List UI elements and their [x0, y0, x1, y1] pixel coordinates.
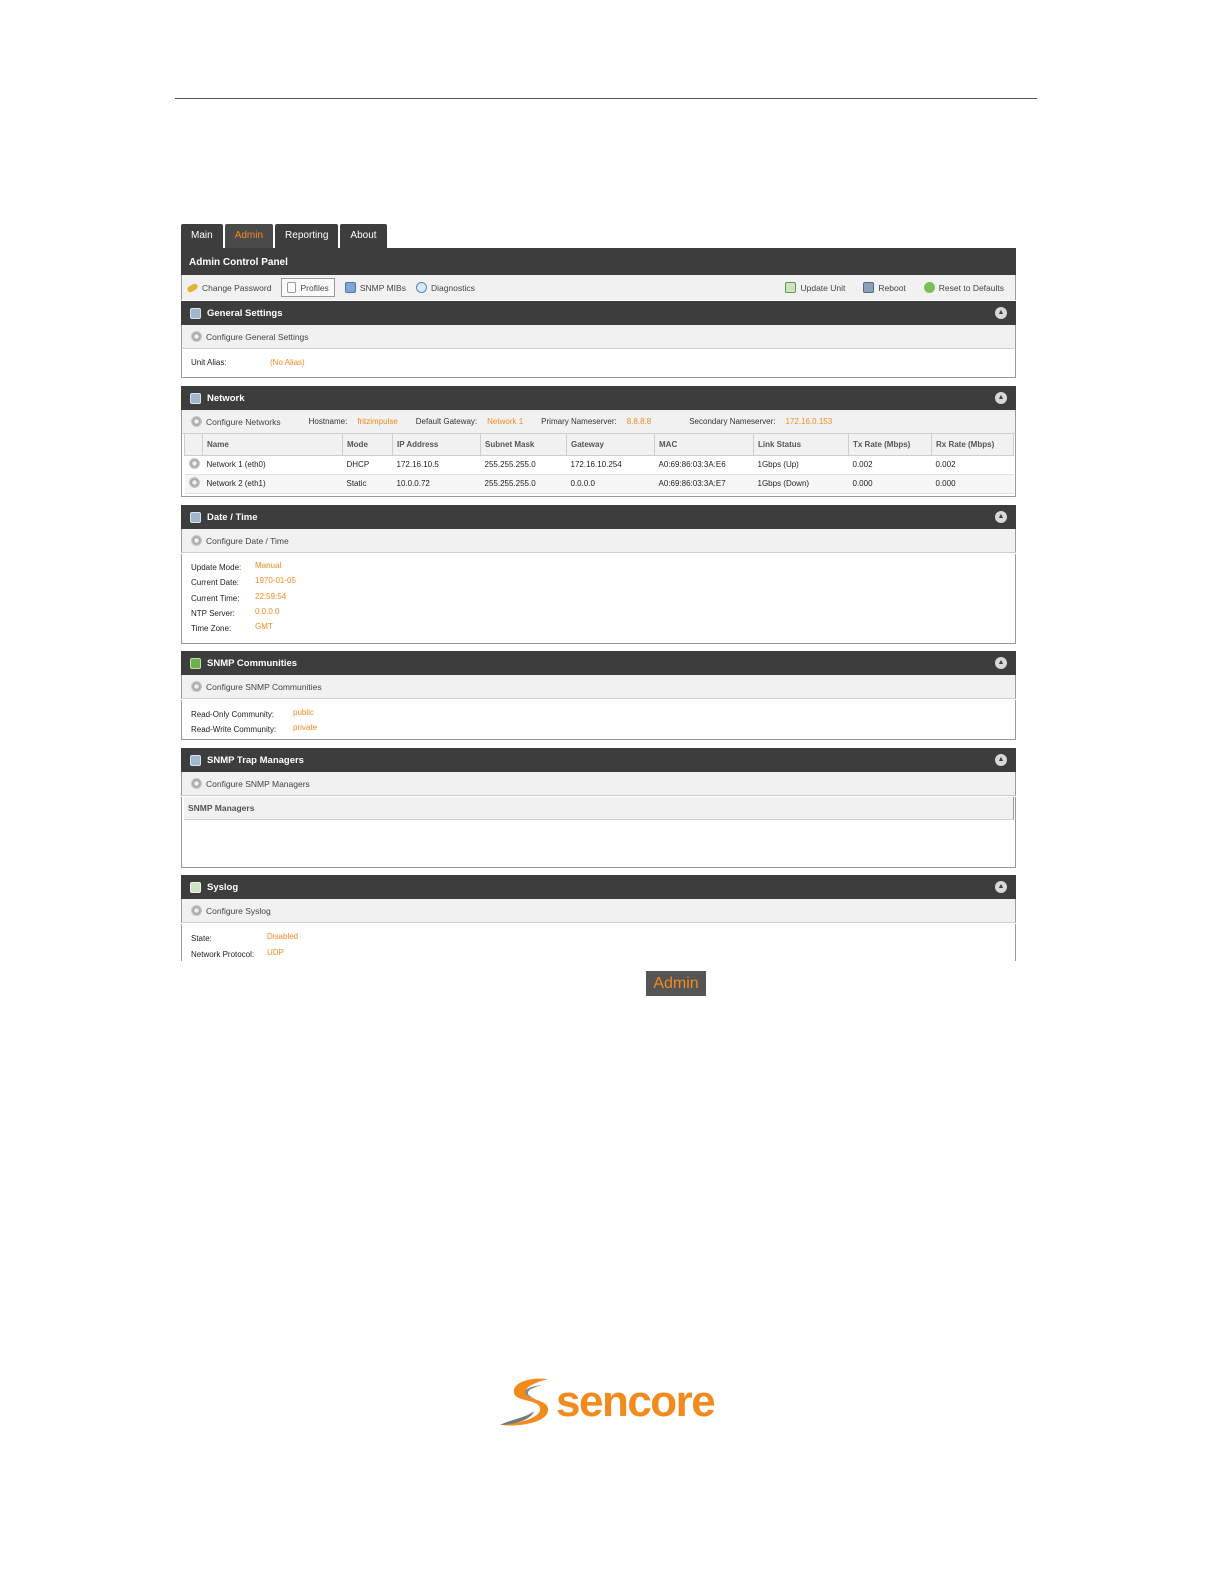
collapse-icon[interactable]: ▲ [995, 511, 1007, 523]
rx-rate-cell: 0.000 [932, 474, 1014, 493]
reset-defaults-label: Reset to Defaults [938, 282, 1004, 293]
collapse-icon[interactable]: ▲ [995, 307, 1007, 319]
configure-syslog-label: Configure Syslog [206, 905, 271, 916]
tab-admin[interactable]: Admin [225, 224, 273, 248]
settings-icon [190, 308, 201, 319]
configure-snmp-communities-label: Configure SNMP Communities [206, 681, 322, 692]
snmp-trap-managers-header[interactable] [181, 748, 1016, 772]
gateway-cell: 172.16.10.254 [567, 455, 655, 474]
syslog-icon [190, 882, 201, 893]
syslog-state-label: State: [191, 934, 212, 943]
update-icon [785, 282, 796, 293]
configure-general-button[interactable] [181, 325, 1016, 349]
network-name-cell: Network 2 (eth1) [203, 474, 343, 493]
date-time-header[interactable] [181, 505, 1016, 529]
column-header[interactable]: Rx Rate (Mbps) [932, 434, 1014, 455]
gear-icon [191, 416, 202, 427]
clock-icon [190, 512, 201, 523]
panel-title: Admin Control Panel [181, 251, 1016, 275]
snmp-communities-title: SNMP Communities [207, 657, 298, 669]
date-time-title: Date / Time [207, 511, 258, 523]
configure-syslog-button[interactable] [181, 899, 1016, 923]
ntp-server-label: NTP Server: [191, 609, 235, 618]
time-zone-value: GMT [255, 622, 273, 631]
network-table [184, 434, 1014, 494]
page-header-rule [175, 98, 1037, 99]
tx-rate-cell: 0.000 [849, 474, 932, 493]
admin-toolbar [181, 275, 1016, 300]
mode-cell: Static [343, 474, 393, 493]
column-header[interactable]: IP Address [393, 434, 481, 455]
current-time-label: Current Time: [191, 594, 240, 603]
network-header[interactable] [181, 386, 1016, 410]
column-header[interactable]: Mode [343, 434, 393, 455]
link-status-cell: 1Gbps (Up) [754, 455, 849, 474]
column-header[interactable]: Name [203, 434, 343, 455]
collapse-icon[interactable]: ▲ [995, 657, 1007, 669]
ip-cell: 10.0.0.72 [393, 474, 481, 493]
snmp-communities-header[interactable] [181, 651, 1016, 675]
collapse-icon[interactable]: ▲ [995, 392, 1007, 404]
configure-snmp-managers-button[interactable] [181, 772, 1016, 796]
network-protocol-label: Network Protocol: [191, 950, 255, 959]
configure-networks-bar [181, 410, 1016, 434]
gear-icon [191, 331, 202, 342]
ip-cell: 172.16.10.5 [393, 455, 481, 474]
gear-icon [191, 905, 202, 916]
table-row[interactable] [185, 474, 1014, 493]
read-write-community-value: private [293, 723, 318, 732]
unit-alias-value: (No Alias) [270, 358, 305, 367]
refresh-icon [924, 282, 935, 293]
reboot-button[interactable] [858, 278, 910, 297]
reboot-icon [863, 282, 874, 293]
time-zone-label: Time Zone: [191, 624, 232, 633]
column-header[interactable]: Subnet Mask [481, 434, 567, 455]
network-icon [190, 393, 201, 404]
primary-nameserver-label: Primary Nameserver: [541, 417, 617, 426]
subnet-cell: 255.255.255.0 [481, 455, 567, 474]
date-time-body [181, 554, 1016, 644]
column-header[interactable]: Link Status [754, 434, 849, 455]
secondary-nameserver-value: 172.16.0.153 [785, 417, 833, 426]
current-time-value: 22:59:54 [255, 592, 287, 601]
gear-icon [191, 535, 202, 546]
mode-cell: DHCP [343, 455, 393, 474]
snmp-communities-body [181, 700, 1016, 740]
general-settings-body [181, 349, 1016, 378]
diagnostics-button[interactable] [411, 278, 480, 297]
row-settings-icon[interactable] [189, 477, 200, 488]
column-header[interactable]: Tx Rate (Mbps) [849, 434, 932, 455]
configure-snmp-managers-label: Configure SNMP Managers [206, 778, 310, 789]
rx-rate-cell: 0.002 [932, 455, 1014, 474]
syslog-body [181, 924, 1016, 961]
current-date-value: 1970-01-05 [255, 576, 296, 585]
mac-cell: A0:69:86:03:3A:E6 [655, 455, 754, 474]
gear-icon [191, 681, 202, 692]
configure-networks-button[interactable]: Configure Networks [206, 416, 281, 427]
snmp-trap-managers-body [181, 797, 1016, 868]
logo-text: sencore [556, 1377, 715, 1426]
syslog-title: Syslog [207, 881, 239, 893]
column-header[interactable]: Gateway [567, 434, 655, 455]
collapse-icon[interactable]: ▲ [995, 754, 1007, 766]
diagnostics-label: Diagnostics [430, 282, 475, 293]
update-mode-value: Manual [255, 561, 282, 570]
snmp-mibs-icon [345, 282, 356, 293]
default-gateway-label: Default Gateway: [415, 417, 478, 426]
document-icon [287, 282, 296, 293]
row-settings-icon[interactable] [189, 458, 200, 469]
admin-tab-example: Admin [646, 971, 706, 996]
hostname-label: Hostname: [308, 417, 348, 426]
current-date-label: Current Date: [191, 578, 240, 587]
snmp-mibs-button[interactable] [340, 278, 411, 297]
reset-defaults-button[interactable] [919, 278, 1009, 297]
syslog-header[interactable] [181, 875, 1016, 899]
profiles-button[interactable] [281, 278, 334, 297]
read-write-community-label: Read-Write Community: [191, 725, 277, 734]
secondary-nameserver-label: Secondary Nameserver: [689, 417, 776, 426]
mac-cell: A0:69:86:03:3A:E7 [655, 474, 754, 493]
table-row[interactable] [185, 455, 1014, 474]
configure-datetime-button[interactable] [181, 529, 1016, 553]
admin-screenshot [181, 224, 1016, 961]
tab-about[interactable]: About [340, 224, 386, 248]
snmp-icon [190, 658, 201, 669]
snmp-mibs-label: SNMP MIBs [359, 282, 406, 293]
default-gateway-value: Network 1 [487, 417, 524, 426]
snmp-trap-managers-title: SNMP Trap Managers [207, 754, 304, 766]
syslog-state-value: Disabled [267, 932, 299, 941]
configure-snmp-communities-button[interactable] [181, 675, 1016, 699]
ntp-server-value: 0.0.0.0 [255, 607, 280, 616]
change-password-button[interactable] [182, 278, 276, 297]
main-tabs [181, 224, 389, 248]
link-status-cell: 1Gbps (Down) [754, 474, 849, 493]
gateway-cell: 0.0.0.0 [567, 474, 655, 493]
network-body [181, 434, 1016, 497]
gear-icon [191, 778, 202, 789]
collapse-icon[interactable]: ▲ [995, 881, 1007, 893]
profiles-label: Profiles [300, 282, 329, 293]
diagnostics-icon [416, 282, 427, 293]
reboot-label: Reboot [878, 282, 906, 293]
general-settings-header[interactable] [181, 301, 1016, 325]
trap-icon [190, 755, 201, 766]
configure-datetime-label: Configure Date / Time [206, 535, 289, 546]
network-title: Network [207, 392, 245, 404]
tab-reporting[interactable]: Reporting [275, 224, 338, 248]
general-settings-title: General Settings [207, 307, 283, 319]
column-header[interactable]: MAC [655, 434, 754, 455]
network-summary [285, 417, 833, 426]
unit-alias-label: Unit Alias: [191, 358, 227, 367]
update-unit-button[interactable] [780, 278, 850, 297]
primary-nameserver-value: 8.8.8.8 [626, 417, 652, 426]
configure-general-label: Configure General Settings [206, 331, 309, 342]
key-icon [186, 282, 199, 293]
update-mode-label: Update Mode: [191, 563, 242, 572]
sencore-swoosh-icon [498, 1375, 560, 1429]
update-unit-label: Update Unit [800, 282, 846, 293]
subnet-cell: 255.255.255.0 [481, 474, 567, 493]
read-only-community-label: Read-Only Community: [191, 710, 275, 719]
sencore-logo [498, 1375, 714, 1429]
network-name-cell: Network 1 (eth0) [203, 455, 343, 474]
tx-rate-cell: 0.002 [849, 455, 932, 474]
read-only-community-value: public [293, 708, 314, 717]
tab-main[interactable]: Main [181, 224, 223, 248]
change-password-label: Change Password [202, 282, 272, 293]
network-protocol-value: UDP [267, 948, 284, 957]
hostname-value: fritzimpulse [357, 417, 398, 426]
snmp-managers-table-header: SNMP Managers [184, 797, 1014, 820]
table-header-row [185, 434, 1014, 455]
